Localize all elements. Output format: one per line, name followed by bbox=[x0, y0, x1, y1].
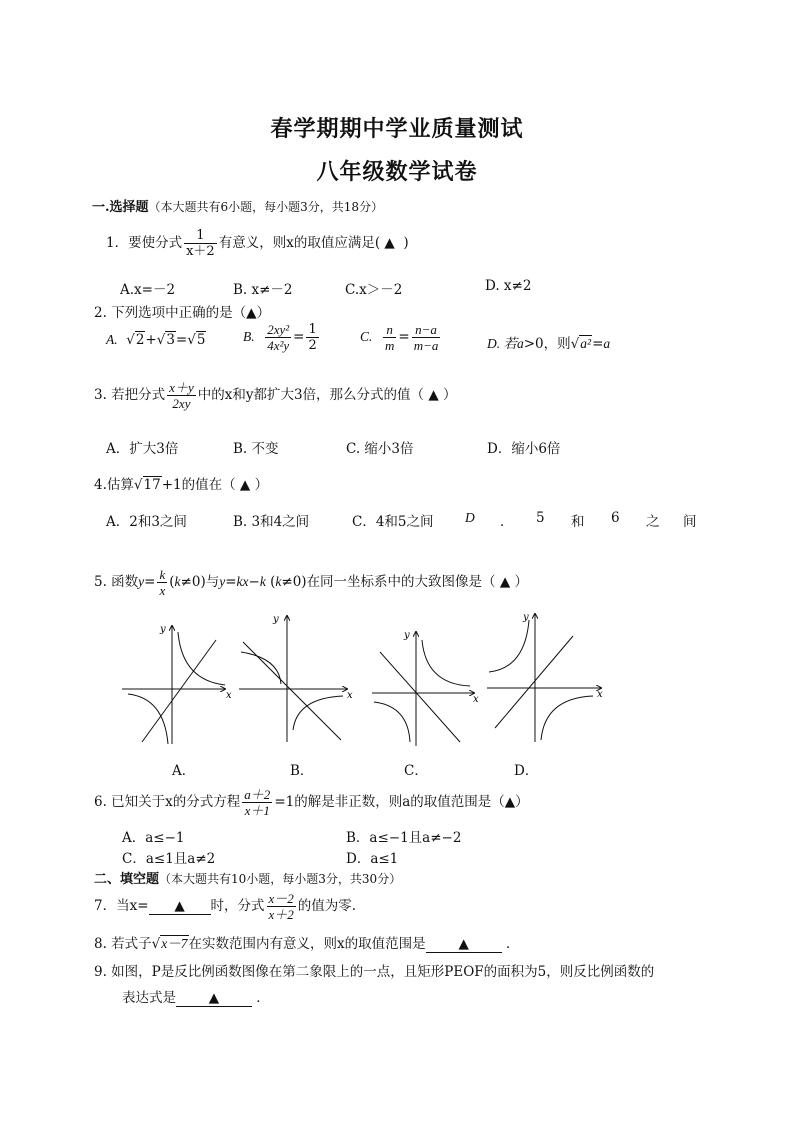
question-4: 4.估算√17+1的值在（ ▲ ） bbox=[94, 477, 269, 493]
q1-option-a: A.x=－2 bbox=[120, 282, 176, 298]
q7-stem-post: 的值为零. bbox=[297, 898, 357, 914]
q7-answer-blank[interactable] bbox=[149, 898, 211, 915]
q6-close: ） bbox=[515, 794, 529, 810]
q8-end: ． bbox=[505, 936, 520, 952]
q4-option-d-he: 和 bbox=[571, 514, 585, 530]
answer-marker: ▲ bbox=[208, 990, 220, 1006]
question-8: 8. 若式子√x－7在实数范围内有意义，则x的取值范围是 ▲ ． bbox=[94, 936, 520, 952]
q9-answer-blank[interactable] bbox=[176, 990, 252, 1007]
q2-option-c: C. $\frac{n}{m}$ = $\frac{n-a}{m-a}$ bbox=[360, 322, 439, 353]
section-2-title: 二、填空题 bbox=[94, 872, 160, 887]
q4-option-c: C．4和5之间 bbox=[352, 514, 434, 530]
q4-stem-pre: 4.估算 bbox=[94, 477, 134, 493]
answer-marker: ▲ bbox=[174, 898, 185, 914]
q2-c-label: C. bbox=[360, 329, 373, 344]
question-1 bbox=[106, 228, 409, 259]
q1-stem-pre: 1．要使分式 bbox=[106, 235, 183, 251]
q7-fraction bbox=[267, 891, 296, 922]
x-axis-label: x bbox=[347, 690, 353, 701]
q4-option-d-letter: D bbox=[465, 510, 475, 525]
q4-option-b: B. 3和4之间 bbox=[233, 514, 310, 530]
q7-stem-pre: 7．当x= bbox=[94, 898, 149, 914]
q2-b-label: B. bbox=[243, 329, 255, 344]
page-title: 春学期期中学业质量测试 bbox=[270, 116, 524, 142]
q6-option-a: A．a≤−1 bbox=[122, 830, 185, 846]
q5-close: ） bbox=[514, 574, 529, 590]
q5-graph-b bbox=[237, 612, 355, 744]
q3-fraction bbox=[167, 380, 196, 411]
q4-option-d-6: 6 bbox=[611, 510, 620, 526]
question-9-line-1: 9. 如图，P是反比例函数图像在第二象限上的一点，且矩形PEOF的面积为5，则反比例函数的 bbox=[94, 964, 655, 980]
q4-option-d-dot: ． bbox=[500, 514, 514, 530]
q4-option-d-zhi: 之 bbox=[646, 514, 660, 530]
q4-stem-post: +1的值在（ bbox=[161, 477, 236, 493]
q3-stem-post: 中的x和y都扩大3倍，那么分式的值（ bbox=[197, 387, 425, 403]
q2-option-b: B. $\frac{\text{2xy²}}{\text{4x²y}}$ = $\frac{1}{2}$ bbox=[243, 322, 317, 353]
q3-option-b: B. 不变 bbox=[233, 441, 279, 457]
q9-end: ． bbox=[256, 990, 270, 1006]
page-subtitle: 八年级数学试卷 bbox=[316, 159, 478, 185]
q2-d-label: D. 若 bbox=[487, 336, 517, 351]
q1-option-c: C.x＞－2 bbox=[345, 282, 403, 298]
x-axis-label: x bbox=[473, 694, 479, 705]
q4-option-a: A．2和3之间 bbox=[106, 514, 187, 530]
section-1-heading bbox=[92, 196, 383, 215]
q4-close: ） bbox=[254, 477, 269, 493]
x-axis-label: x bbox=[226, 690, 232, 701]
y-axis-label: y bbox=[160, 624, 166, 635]
q8-stem-pre: 8. 若式子 bbox=[94, 936, 152, 952]
q5-label-a: A． bbox=[172, 763, 196, 779]
q3-option-c: C. 缩小3倍 bbox=[346, 441, 414, 457]
q7-num: x－2 bbox=[268, 891, 294, 906]
q5-label-b: B． bbox=[290, 763, 314, 779]
question-3 bbox=[94, 380, 457, 411]
q7-den: x＋2 bbox=[268, 907, 294, 922]
section-1-note: （本大题共有6小题，每小题3分，共18分） bbox=[148, 200, 384, 214]
question-5: 5. 函数y= $\frac{k}{x}$ (k≠0)与y=kx−k (k≠0)在同一坐标系中的大致图像是（ ▲ ） bbox=[94, 567, 529, 598]
q2-option-a: A. √2+√3=√5 bbox=[106, 332, 206, 348]
q3-den: 2xy bbox=[172, 396, 191, 411]
x-axis-label: x bbox=[597, 689, 603, 700]
q3-stem-pre: 3. 若把分式 bbox=[94, 387, 166, 403]
q5-graph-a bbox=[120, 622, 235, 747]
q6-option-b: B．a≤−1且a≠−2 bbox=[346, 830, 462, 846]
q5-stem-pre: 5. 函数 bbox=[94, 574, 139, 590]
q2-d-mid: ，则 bbox=[543, 336, 571, 352]
q1-num: 1 bbox=[184, 228, 217, 244]
q6-den: x＋1 bbox=[244, 803, 270, 818]
answer-marker: ▲ bbox=[458, 936, 469, 952]
q6-fraction bbox=[242, 787, 272, 818]
y-axis-label: y bbox=[523, 612, 529, 623]
question-6 bbox=[94, 787, 529, 818]
q2-close: ） bbox=[256, 305, 271, 321]
section-2-note: （本大题共有10小题，每小题3分，共30分） bbox=[159, 872, 402, 886]
q4-option-d-5: 5 bbox=[536, 510, 545, 526]
section-2-heading bbox=[94, 868, 401, 887]
q5-label-d: D． bbox=[514, 763, 539, 779]
q4-radicand: 17 bbox=[143, 477, 161, 493]
q6-num: a＋2 bbox=[244, 787, 271, 802]
q7-stem-mid: 时，分式 bbox=[210, 898, 265, 914]
q1-option-d: D. x≠2 bbox=[485, 278, 532, 294]
q6-stem-post: =1的解是非正数，则a的取值范围是（ bbox=[274, 794, 505, 810]
question-9-line-2 bbox=[122, 986, 270, 1007]
q2-stem: 2. 下列选项中正确的是（ bbox=[94, 305, 247, 321]
y-axis-label: y bbox=[273, 614, 279, 625]
q2-option-d: D. 若a>0，则√a²=a bbox=[487, 336, 611, 352]
q6-stem-pre: 6. 已知关于x的分式方程 bbox=[94, 794, 241, 810]
q3-option-a: A．扩大3倍 bbox=[106, 441, 179, 457]
q3-close: ） bbox=[443, 387, 457, 403]
q1-close: ) bbox=[403, 235, 409, 251]
answer-marker: ▲ bbox=[239, 477, 251, 493]
q5-graph-c bbox=[370, 628, 482, 748]
question-7 bbox=[94, 891, 356, 922]
q5-stem-post: 在同一坐标系中的大致图像是（ bbox=[306, 574, 496, 590]
section-1-title: 一.选择题 bbox=[92, 200, 149, 215]
answer-marker: ▲ bbox=[246, 305, 257, 321]
q1-fraction bbox=[184, 228, 217, 259]
q8-answer-blank[interactable] bbox=[426, 936, 502, 953]
y-axis-label: y bbox=[404, 630, 410, 641]
q8-stem-post: 在实数范围内有意义，则x的取值范围是 bbox=[188, 936, 426, 952]
q5-stem-mid: 与 bbox=[205, 574, 220, 590]
answer-marker: ▲ bbox=[499, 574, 511, 590]
q1-den: x＋2 bbox=[186, 244, 215, 259]
answer-marker: ▲ bbox=[428, 387, 439, 403]
answer-marker: ▲ bbox=[384, 235, 395, 251]
q5-graph-d bbox=[485, 610, 607, 745]
question-2 bbox=[94, 301, 270, 321]
answer-marker: ▲ bbox=[504, 794, 516, 810]
q8-radicand: x－7 bbox=[161, 936, 188, 951]
q4-option-d-jian: 间 bbox=[683, 514, 697, 530]
q1-stem-post: 有意义，则x的取值应满足( bbox=[218, 235, 381, 251]
q9-stem-pre: 表达式是 bbox=[122, 990, 176, 1006]
q6-option-d: D．a≤1 bbox=[346, 851, 399, 867]
q2-a-label: A. bbox=[106, 332, 118, 347]
q6-option-c: C．a≤1且a≠2 bbox=[122, 851, 216, 867]
q3-num: x＋y bbox=[169, 380, 194, 395]
q5-label-c: C． bbox=[404, 763, 428, 779]
q1-option-b: B. x≠－2 bbox=[233, 282, 293, 298]
q3-option-d: D．缩小6倍 bbox=[487, 441, 561, 457]
